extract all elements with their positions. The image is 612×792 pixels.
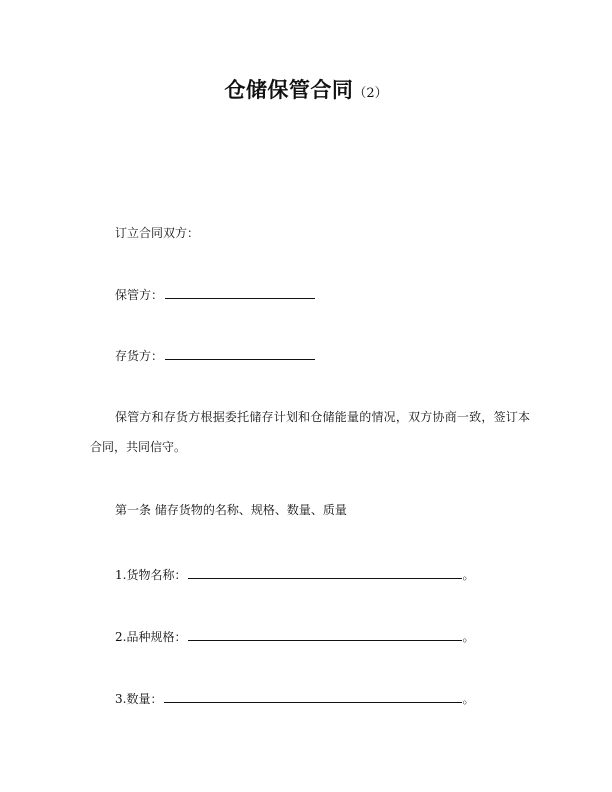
quantity-end: 。 [462,692,475,706]
item-quantity [115,690,474,707]
custodian-line [115,286,315,303]
parties-heading: 订立合同双方： [115,226,200,240]
title-main: 仓储保管合同 [224,78,354,102]
custodian-label: 保管方： [115,288,164,302]
depositor-line [115,347,315,364]
depositor-blank[interactable] [165,347,315,360]
item-goods-name [115,566,474,583]
quantity-blank[interactable] [164,690,462,703]
title-suffix: （2） [353,86,388,101]
page-title [0,74,612,104]
spec-blank[interactable] [188,628,462,641]
spec-end: 。 [462,630,475,644]
goods-name-end: 。 [462,568,475,582]
article1-heading: 第一条 储存货物的名称、规格、数量、质量 [115,503,347,517]
goods-name-blank[interactable] [188,566,462,579]
quantity-label: 3.数量： [115,692,163,706]
item-spec [115,628,474,645]
intro-paragraph: 保管方和存货方根据委托储存计划和仓储能量的情况，双方协商一致，签订本合同，共同信守。 [90,410,530,454]
spec-label: 2.品种规格： [115,630,187,644]
custodian-blank[interactable] [165,286,315,299]
goods-name-label: 1.货物名称： [115,568,187,582]
depositor-label: 存货方： [115,349,164,363]
